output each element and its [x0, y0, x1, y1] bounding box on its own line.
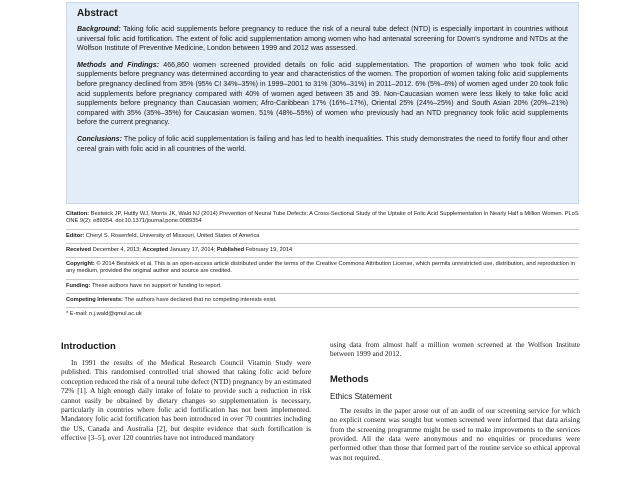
abstract-conclusions: [77, 135, 568, 154]
author-email[interactable]: * E-mail: n.j.wald@qmul.ac.uk: [66, 311, 142, 318]
citation-label: Citation:: [66, 211, 90, 217]
accepted-label: Accepted: [142, 246, 169, 253]
competing-interests-row: [66, 294, 579, 308]
abstract-background: [77, 25, 568, 54]
received-label: Received: [66, 246, 91, 253]
published-label: Published: [216, 246, 245, 253]
background-label: Background:: [77, 25, 121, 33]
email-row: [66, 308, 579, 321]
editor-label: Editor:: [66, 232, 85, 239]
published-text: February 19, 2014: [245, 246, 293, 253]
citation-text: Bestwick JP, Huttly WJ, Morris JK, Wald NJ (2014) Prevention of Neural Tube Defects: A Cross-Sectional Study of the Uptake of Folic Acid Supplementation in Nearly Half a Million Women. PLoS ONE 9(2): e89354. doi:10.1371/journal.pone.0089354: [66, 211, 579, 225]
editor-text: Cheryl S. Rosenfeld, University of Missouri, United States of America: [85, 232, 260, 239]
methods-text: 466,860 women screened provided details on folic acid supplementation. The proportion of women who took folic acid supplements before pregnancy was determined according to year and characteristics of the women. The proportion of women taking folic acid supplements before pregnancy declined from 35% (95% CI 34%–35%) in 1999–2001 to 31% (30%–31%) in 2011–2012. 6% (5%–6%) of women aged under 20 took folic acid supplements before pregnancy compared with 40% of women aged between 35 and 39. Non-Caucasian women were less likely to take folic acid supplements before pregnancy than Caucasian women; Afro-Caribbean 17% (16%–17%), Oriental 25% (24%–25%) and South Asian 20% (20%–21%) compared with 35% (35%–35%) for Caucasian women. 51% (48%–55%) of women who previously had an NTD pregnancy took folic acid supplements before the current pregnancy.: [77, 60, 568, 127]
conclusions-label: Conclusions:: [77, 134, 122, 143]
abstract-box: [66, 2, 579, 204]
copyright-row: [66, 258, 579, 280]
editor-row: [66, 230, 579, 244]
right-column: [330, 340, 580, 462]
funding-row: [66, 280, 579, 294]
abstract-methods: [77, 61, 568, 128]
article-metadata: [66, 208, 579, 322]
continued-paragraph: using data from almost half a million women screened at the Wolfson Institute between 1999 and 2012.: [330, 340, 580, 359]
competing-label: Competing Interests:: [66, 297, 123, 304]
introduction-heading: Introduction: [61, 340, 116, 351]
copyright-label: Copyright:: [66, 261, 95, 268]
methods-heading: Methods: [330, 372, 369, 384]
background-text: Taking folic acid supplements before pregnancy to reduce the risk of a neural tube defect (NTD) is especially important in countries without universal folic acid fortification. The extent of folic acid supplementation among women who had antenatal screening for Down's syndrome and NTDs at the Wolfson Institute of Preventive Medicine, London between 1999 and 2012 was assessed.: [77, 25, 568, 53]
left-column: [61, 340, 311, 443]
copyright-text: © 2014 Bestwick et al. This is an open-access article distributed under the terms of the Creative Commons Attribution License, which permits unrestricted use, distribution, and reproduction in any medium, provided the original author and source are credited.: [66, 261, 575, 275]
funding-label: Funding:: [66, 282, 91, 289]
introduction-paragraph: In 1991 the results of the Medical Research Council Vitamin Study were published. This randomised controlled trial showed that taking folic acid before conception reduced the risk of a neural tube defect (NTD) pregnancy by an estimated 72% [1]. A high enough daily intake of folate to provide such a reduction in risk cannot easily be obtained by dietary changes so supplementation is necessary, particularly in countries where folic acid fortification has not been implemented. Mandatory folic acid fortification has been introduced in over 70 countries including the US, Canada and Australia [2], but despite evidence that such fortification is effective [3–5], over 120 countries have not introduced mandatory: [61, 358, 311, 443]
dates-row: [66, 244, 579, 258]
competing-text: The authors have declared that no competing interests exist.: [124, 297, 277, 304]
funding-text: These authors have no support or funding to report.: [91, 282, 222, 289]
ethics-statement-paragraph: The results in the paper arose out of an audit of our screening service for which no explicit consent was sought but women screened were informed that data arising from the screening programme might be used to make improvements to the services provided. All the data were anonymous and no enquiries or procedures were performed other than those that formed part of the routine service so ethical approval was not required.: [330, 405, 580, 462]
methods-label: Methods and Findings:: [77, 60, 160, 69]
accepted-text: January 17, 2014;: [169, 246, 216, 253]
ethics-statement-heading: Ethics Statement: [330, 391, 392, 401]
citation-row: [66, 208, 579, 230]
abstract-heading: Abstract: [77, 8, 118, 19]
received-text: December 4, 2013;: [92, 246, 141, 253]
conclusions-text: The policy of folic acid supplementation is failing and has led to health inequalities. This study demonstrates the need to fortify flour and other cereal grain with folic acid in all countries of the world.: [77, 134, 569, 153]
